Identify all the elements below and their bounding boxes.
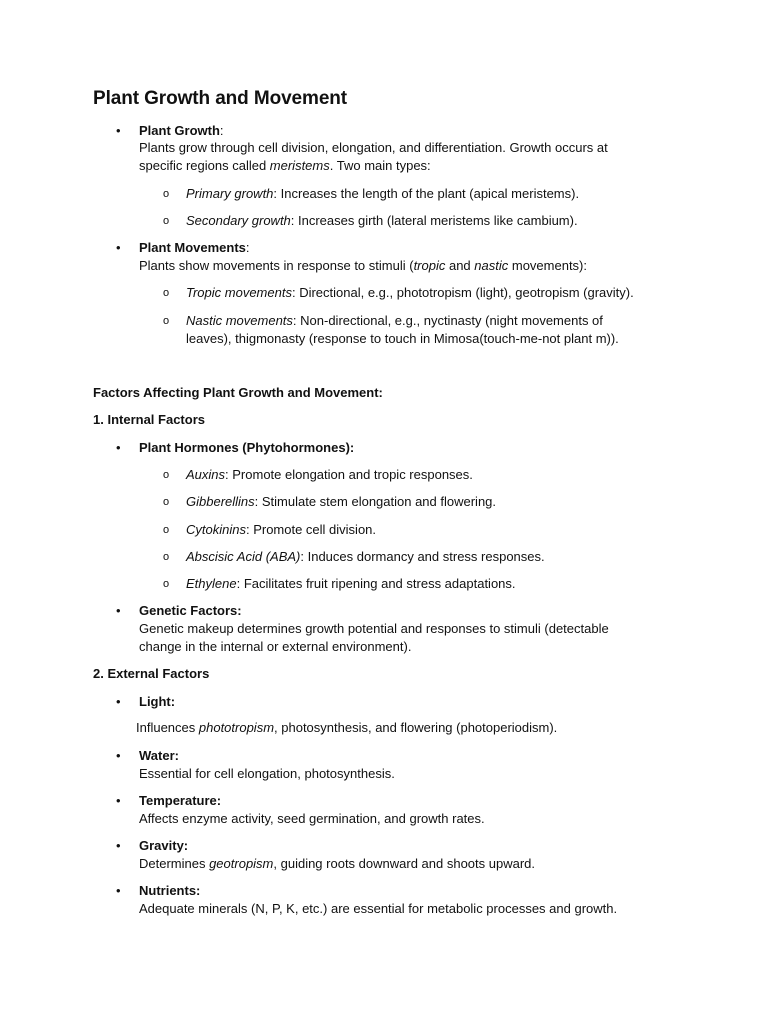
growth-line-2-a: specific regions called xyxy=(139,158,270,173)
light-text-a: Influences xyxy=(136,720,199,735)
bullet-marker: • xyxy=(116,793,121,808)
circle-marker: o xyxy=(163,578,170,590)
gravity-text-b: , guiding roots downward and shoots upward. xyxy=(273,856,535,871)
nutrients-heading: Nutrients: xyxy=(139,883,201,898)
bullet-marker: • xyxy=(116,123,121,138)
hormone-desc: : Promote elongation and tropic responses. xyxy=(225,467,473,482)
nastic-movements-desc-1: : Non-directional, e.g., nyctinasty (night movements of xyxy=(292,313,603,328)
tropic-movements-term: Tropic movements xyxy=(186,285,292,300)
tropic-movements-desc: : Directional, e.g., phototropism (light), geotropism (gravity). xyxy=(291,285,634,300)
genetic-heading: Genetic Factors: xyxy=(139,603,242,618)
bullet-marker: • xyxy=(116,748,121,763)
water-text: Essential for cell elongation, photosynthesis. xyxy=(139,766,395,781)
genetic-line-2: change in the internal or external environment). xyxy=(139,639,412,654)
hormone-name: Abscisic Acid (ABA) xyxy=(186,549,301,564)
factors-heading: Factors Affecting Plant Growth and Movement: xyxy=(93,385,383,400)
hormone-item xyxy=(186,548,545,566)
bullet-marker: • xyxy=(116,240,121,255)
primary-growth-desc: : Increases the length of the plant (apical meristems). xyxy=(273,186,580,201)
bullet-marker: • xyxy=(116,440,121,455)
movement-line-1-b: movements): xyxy=(508,258,587,273)
movement-line-1 xyxy=(139,257,587,275)
secondary-growth-term: Secondary growth xyxy=(186,213,291,228)
light-text-b: , photosynthesis, and flowering (photoperiodism). xyxy=(274,720,558,735)
page-title: Plant Growth and Movement xyxy=(93,88,348,109)
temperature-heading: Temperature: xyxy=(139,793,222,808)
gravity-text-a: Determines xyxy=(139,856,210,871)
movement-heading: Plant Movements xyxy=(139,240,246,255)
meristems-term: meristems xyxy=(269,158,330,173)
growth-line-2 xyxy=(139,157,431,175)
geotropism-term: geotropism xyxy=(209,856,274,871)
bullet-marker: • xyxy=(116,694,121,709)
internal-factors-heading: 1. Internal Factors xyxy=(93,412,205,427)
water-heading: Water: xyxy=(139,748,179,763)
movement-line-1-a: Plants show movements in response to stimuli ( xyxy=(139,258,414,273)
tropic-movements-item xyxy=(186,284,634,302)
hormone-desc: : Induces dormancy and stress responses. xyxy=(300,549,545,564)
hormone-desc: : Stimulate stem elongation and flowering. xyxy=(254,494,497,509)
hormone-name: Gibberellins xyxy=(186,494,255,509)
circle-marker: o xyxy=(163,215,170,227)
bullet-marker: • xyxy=(116,603,121,618)
hormone-item xyxy=(186,521,376,539)
hormones-heading: Plant Hormones (Phytohormones): xyxy=(139,440,355,455)
hormone-desc: : Facilitates fruit ripening and stress adaptations. xyxy=(236,576,516,591)
growth-line-2-b: . Two main types: xyxy=(329,158,431,173)
growth-line-1: Plants grow through cell division, elongation, and differentiation. Growth occurs at xyxy=(139,140,608,155)
circle-marker: o xyxy=(163,287,170,299)
gravity-heading: Gravity: xyxy=(139,838,189,853)
hormone-name: Cytokinins xyxy=(186,522,246,537)
movement-heading-colon: : xyxy=(245,240,250,255)
primary-growth-item xyxy=(186,185,579,203)
circle-marker: o xyxy=(163,188,170,200)
hormone-name: Ethylene xyxy=(186,576,237,591)
external-factors-heading: 2. External Factors xyxy=(93,666,210,681)
hormone-name: Auxins xyxy=(186,467,226,482)
movement-line-1-mid: and xyxy=(445,258,475,273)
primary-growth-term: Primary growth xyxy=(186,186,274,201)
nastic-movements-term: Nastic movements xyxy=(186,313,293,328)
circle-marker: o xyxy=(163,315,170,327)
growth-heading: Plant Growth xyxy=(139,123,220,138)
nastic-movements-desc-2: leaves), thigmonasty (response to touch in Mimosa(touch-me-not plant m)). xyxy=(186,331,619,346)
phototropism-term: phototropism xyxy=(198,720,275,735)
nastic-movements-item xyxy=(186,312,603,330)
circle-marker: o xyxy=(163,469,170,481)
secondary-growth-desc: : Increases girth (lateral meristems like cambium). xyxy=(290,213,578,228)
growth-heading-colon: : xyxy=(219,123,224,138)
bullet-marker: • xyxy=(116,883,121,898)
light-heading: Light: xyxy=(139,694,176,709)
movement-heading-line xyxy=(139,239,250,257)
secondary-growth-item xyxy=(186,212,578,230)
nastic-term: nastic xyxy=(474,258,509,273)
hormone-item xyxy=(186,575,516,593)
bullet-marker: • xyxy=(116,838,121,853)
tropic-term: tropic xyxy=(413,258,446,273)
circle-marker: o xyxy=(163,496,170,508)
circle-marker: o xyxy=(163,524,170,536)
light-text xyxy=(136,719,557,737)
circle-marker: o xyxy=(163,551,170,563)
gravity-text xyxy=(139,855,535,873)
nutrients-text: Adequate minerals (N, P, K, etc.) are essential for metabolic processes and growth. xyxy=(139,901,618,916)
genetic-line-1: Genetic makeup determines growth potential and responses to stimuli (detectable xyxy=(139,621,609,636)
temperature-text: Affects enzyme activity, seed germination, and growth rates. xyxy=(139,811,485,826)
hormone-item xyxy=(186,493,496,511)
hormone-desc: : Promote cell division. xyxy=(245,522,377,537)
growth-heading-line xyxy=(139,122,224,140)
hormone-item xyxy=(186,466,473,484)
